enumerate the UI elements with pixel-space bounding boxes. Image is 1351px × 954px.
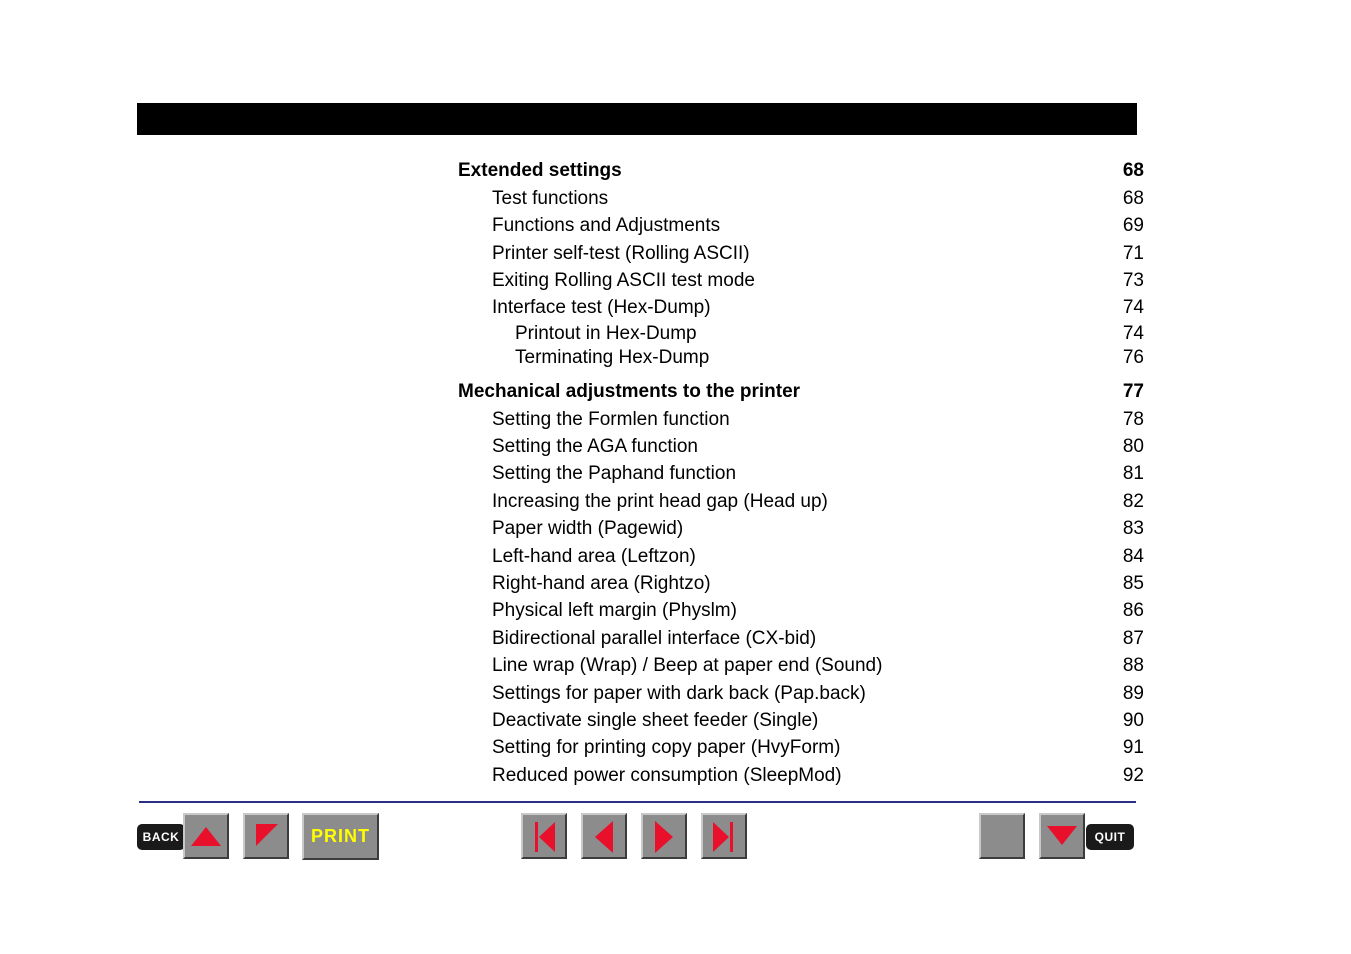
toc-entry-label: Printout in Hex-Dump [515, 323, 697, 344]
toc-entry-page: 80 [1122, 436, 1144, 457]
toc-entry-label: Left-hand area (Leftzon) [492, 546, 696, 567]
toc-entry-label: Exiting Rolling ASCII test mode [492, 270, 755, 291]
toc-entry-page: 92 [1122, 765, 1144, 786]
toc-entry-page: 87 [1122, 628, 1144, 649]
toc-entry-label: Terminating Hex-Dump [515, 347, 710, 368]
toc-entry-page: 74 [1122, 297, 1144, 318]
previous-page-icon [583, 815, 625, 857]
toc-entry-page: 68 [1122, 188, 1144, 209]
back-button[interactable]: BACK [137, 824, 185, 850]
toc-entry-label: Interface test (Hex-Dump) [492, 297, 711, 318]
toc-entry-page: 78 [1122, 409, 1144, 430]
first-page-button[interactable] [521, 813, 567, 859]
toc-entry-page: 83 [1122, 518, 1144, 539]
toc-entry-label: Right-hand area (Rightzo) [492, 573, 711, 594]
toc-entry-page: 84 [1122, 546, 1144, 567]
last-page-button[interactable] [701, 813, 747, 859]
page-down-button[interactable] [1039, 813, 1085, 859]
toc-entry-label: Setting the AGA function [492, 436, 698, 457]
toc-entry-page: 77 [1122, 381, 1144, 402]
toc-entry-label: Settings for paper with dark back (Pap.back) [492, 683, 866, 704]
toc-entry-page: 81 [1122, 463, 1144, 484]
triangle-up-icon [185, 815, 227, 857]
toc-entry-label: Extended settings [458, 160, 622, 181]
toc-entry-page: 69 [1122, 215, 1144, 236]
toc-entry-label: Setting the Formlen function [492, 409, 730, 430]
blank-button[interactable] [979, 813, 1025, 859]
toc-entry-page: 82 [1122, 491, 1144, 512]
toc-entry-page: 85 [1122, 573, 1144, 594]
toc-entry-label: Printer self-test (Rolling ASCII) [492, 243, 750, 264]
toc-entry-page: 90 [1122, 710, 1144, 731]
toc-entry-page: 89 [1122, 683, 1144, 704]
toc-entry-page: 86 [1122, 600, 1144, 621]
toc-entry-page: 68 [1122, 160, 1144, 181]
triangle-down-icon [1041, 815, 1083, 857]
next-page-icon [643, 815, 685, 857]
toc-entry-label: Increasing the print head gap (Head up) [492, 491, 828, 512]
toc-entry-page: 88 [1122, 655, 1144, 676]
corner-arrow-button[interactable] [243, 813, 289, 859]
toc-entry-label: Setting the Paphand function [492, 463, 737, 484]
toc-entry-label: Reduced power consumption (SleepMod) [492, 765, 842, 786]
header-bar [137, 103, 1137, 135]
toc-entry-page: 91 [1122, 737, 1144, 758]
quit-button[interactable]: QUIT [1086, 824, 1134, 850]
toc-entry-page: 71 [1122, 243, 1144, 264]
toc-entry-label: Setting for printing copy paper (HvyForm) [492, 737, 841, 758]
next-page-button[interactable] [641, 813, 687, 859]
page-up-button[interactable] [183, 813, 229, 859]
corner-arrow-icon [245, 815, 287, 857]
toc-entry-label: Deactivate single sheet feeder (Single) [492, 710, 819, 731]
toc-entry-label: Line wrap (Wrap) / Beep at paper end (Sound) [492, 655, 883, 676]
toc-entry-label: Physical left margin (Physlm) [492, 600, 737, 621]
first-page-icon [523, 815, 565, 857]
print-button[interactable]: PRINT [302, 813, 379, 860]
toc-entry-page: 73 [1122, 270, 1144, 291]
toc-entry-page: 76 [1122, 347, 1144, 368]
toc-entry-page: 74 [1122, 323, 1144, 344]
toc-entry-label: Bidirectional parallel interface (CX-bid) [492, 628, 817, 649]
footer-divider [139, 801, 1136, 803]
last-page-icon [703, 815, 745, 857]
toc-entry-label: Functions and Adjustments [492, 215, 721, 236]
toc-entry-label: Mechanical adjustments to the printer [458, 381, 801, 402]
toc-entry-label: Paper width (Pagewid) [492, 518, 684, 539]
previous-page-button[interactable] [581, 813, 627, 859]
toc-entry-label: Test functions [492, 188, 609, 209]
